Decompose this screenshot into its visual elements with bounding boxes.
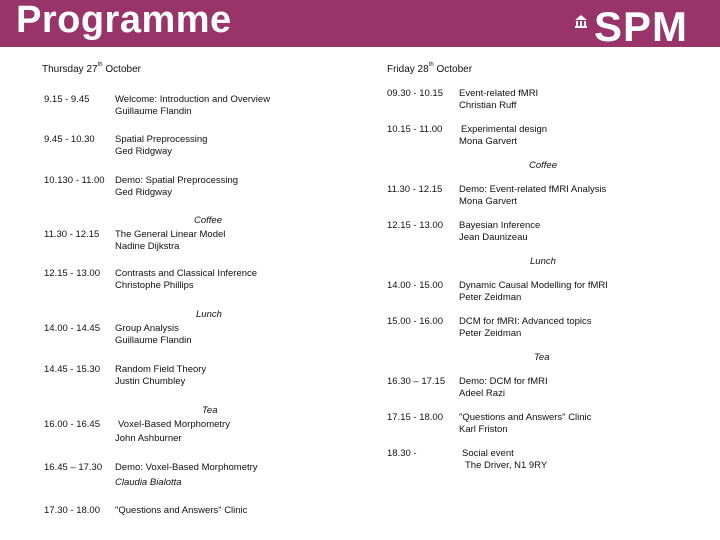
session-title: Event-related fMRI	[459, 88, 539, 99]
session-speaker: John Ashburner	[115, 433, 182, 444]
session-speaker: Claudia Bialotta	[115, 477, 182, 488]
session-time: 16.45 – 17.30	[44, 462, 103, 473]
session-time: 14.00 - 14.45	[44, 323, 100, 334]
session-speaker: Ged Ridgway	[115, 187, 173, 198]
session-time: 10.15 - 11.00	[387, 124, 443, 135]
session-time: 09.30 - 10.15	[387, 88, 443, 99]
break-lunch: Lunch	[530, 256, 556, 267]
session-time: 11.30 - 12.15	[44, 229, 100, 240]
session-speaker: Guillaume Flandin	[115, 335, 192, 346]
session-time: 17.30 - 18.00	[44, 505, 100, 516]
session-title: Demo: Voxel-Based Morphometry	[115, 462, 258, 473]
session-speaker: Mona Garvert	[459, 136, 518, 147]
day-heading-friday	[387, 64, 472, 75]
session-title: Dynamic Causal Modelling for fMRI	[459, 280, 608, 291]
session-speaker: Jean Daunizeau	[459, 232, 528, 243]
session-time: 14.45 - 15.30	[44, 364, 100, 375]
page-title: Programme	[16, 0, 232, 41]
session-speaker: Justin Chumbley	[115, 376, 186, 387]
session-speaker: Peter Zeidman	[459, 292, 522, 303]
session-time: 15.00 - 16.00	[387, 316, 443, 327]
session-title: Voxel-Based Morphometry	[118, 419, 230, 430]
session-speaker: Ged Ridgway	[115, 146, 173, 157]
day-heading-text: Friday 28	[387, 64, 429, 75]
break-coffee: Coffee	[529, 160, 557, 171]
session-time: 9.45 - 10.30	[44, 134, 95, 145]
session-speaker: Peter Zeidman	[459, 328, 522, 339]
session-speaker: Mona Garvert	[459, 196, 518, 207]
day-heading-sup: th	[97, 62, 103, 68]
logo-text: SPM	[594, 3, 689, 50]
session-title: Demo: Spatial Preprocessing	[115, 175, 239, 186]
session-title: Demo: Event-related fMRI Analysis	[459, 184, 607, 195]
session-speaker: Christophe Phillips	[115, 280, 194, 291]
session-title: Spatial Preprocessing	[115, 134, 208, 145]
header-banner	[0, 0, 720, 50]
session-time: 17.15 - 18.00	[387, 412, 443, 423]
day-heading-month: October	[433, 64, 473, 75]
session-speaker: The Driver, N1 9RY	[465, 460, 548, 471]
building-icon	[574, 15, 588, 29]
spm-logo	[574, 3, 706, 50]
day-heading-sup: th	[428, 62, 434, 68]
break-coffee: Coffee	[194, 215, 222, 226]
session-title: "Questions and Answers" Clinic	[115, 505, 248, 516]
session-title: DCM for fMRI: Advanced topics	[459, 316, 592, 327]
break-tea: Tea	[534, 352, 550, 363]
session-speaker: Guillaume Flandin	[115, 106, 192, 117]
break-lunch: Lunch	[196, 309, 222, 320]
day-heading-thursday	[42, 64, 141, 75]
session-title: Contrasts and Classical Inference	[115, 268, 258, 279]
session-title: Experimental design	[461, 124, 548, 135]
session-speaker: Nadine Dijkstra	[115, 241, 180, 252]
session-time: 9.15 - 9.45	[44, 94, 90, 105]
day-heading-month: October	[102, 64, 141, 75]
session-time: 12.15 - 13.00	[44, 268, 100, 279]
session-time: 16.00 - 16.45	[44, 419, 100, 430]
session-title: "Questions and Answers" Clinic	[459, 412, 592, 423]
session-time: 18.30 -	[387, 448, 417, 459]
session-title: Group Analysis	[115, 323, 179, 334]
session-title: The General Linear Model	[115, 229, 226, 240]
session-title: Welcome: Introduction and Overview	[115, 94, 271, 105]
session-title: Random Field Theory	[115, 364, 207, 375]
session-time: 10.130 - 11.00	[44, 175, 105, 186]
session-time: 14.00 - 15.00	[387, 280, 443, 291]
session-title: Demo: DCM for fMRI	[459, 376, 548, 387]
session-time: 11.30 - 12.15	[387, 184, 443, 195]
session-title: Social event	[462, 448, 514, 459]
session-time: 16.30 – 17.15	[387, 376, 446, 387]
day-heading-text: Thursday 27	[42, 64, 98, 75]
session-time: 12.15 - 13.00	[387, 220, 443, 231]
session-title: Bayesian Inference	[459, 220, 541, 231]
break-tea: Tea	[202, 405, 218, 416]
session-speaker: Christian Ruff	[459, 100, 517, 111]
session-speaker: Karl Friston	[459, 424, 508, 435]
session-speaker: Adeel Razi	[459, 388, 505, 399]
